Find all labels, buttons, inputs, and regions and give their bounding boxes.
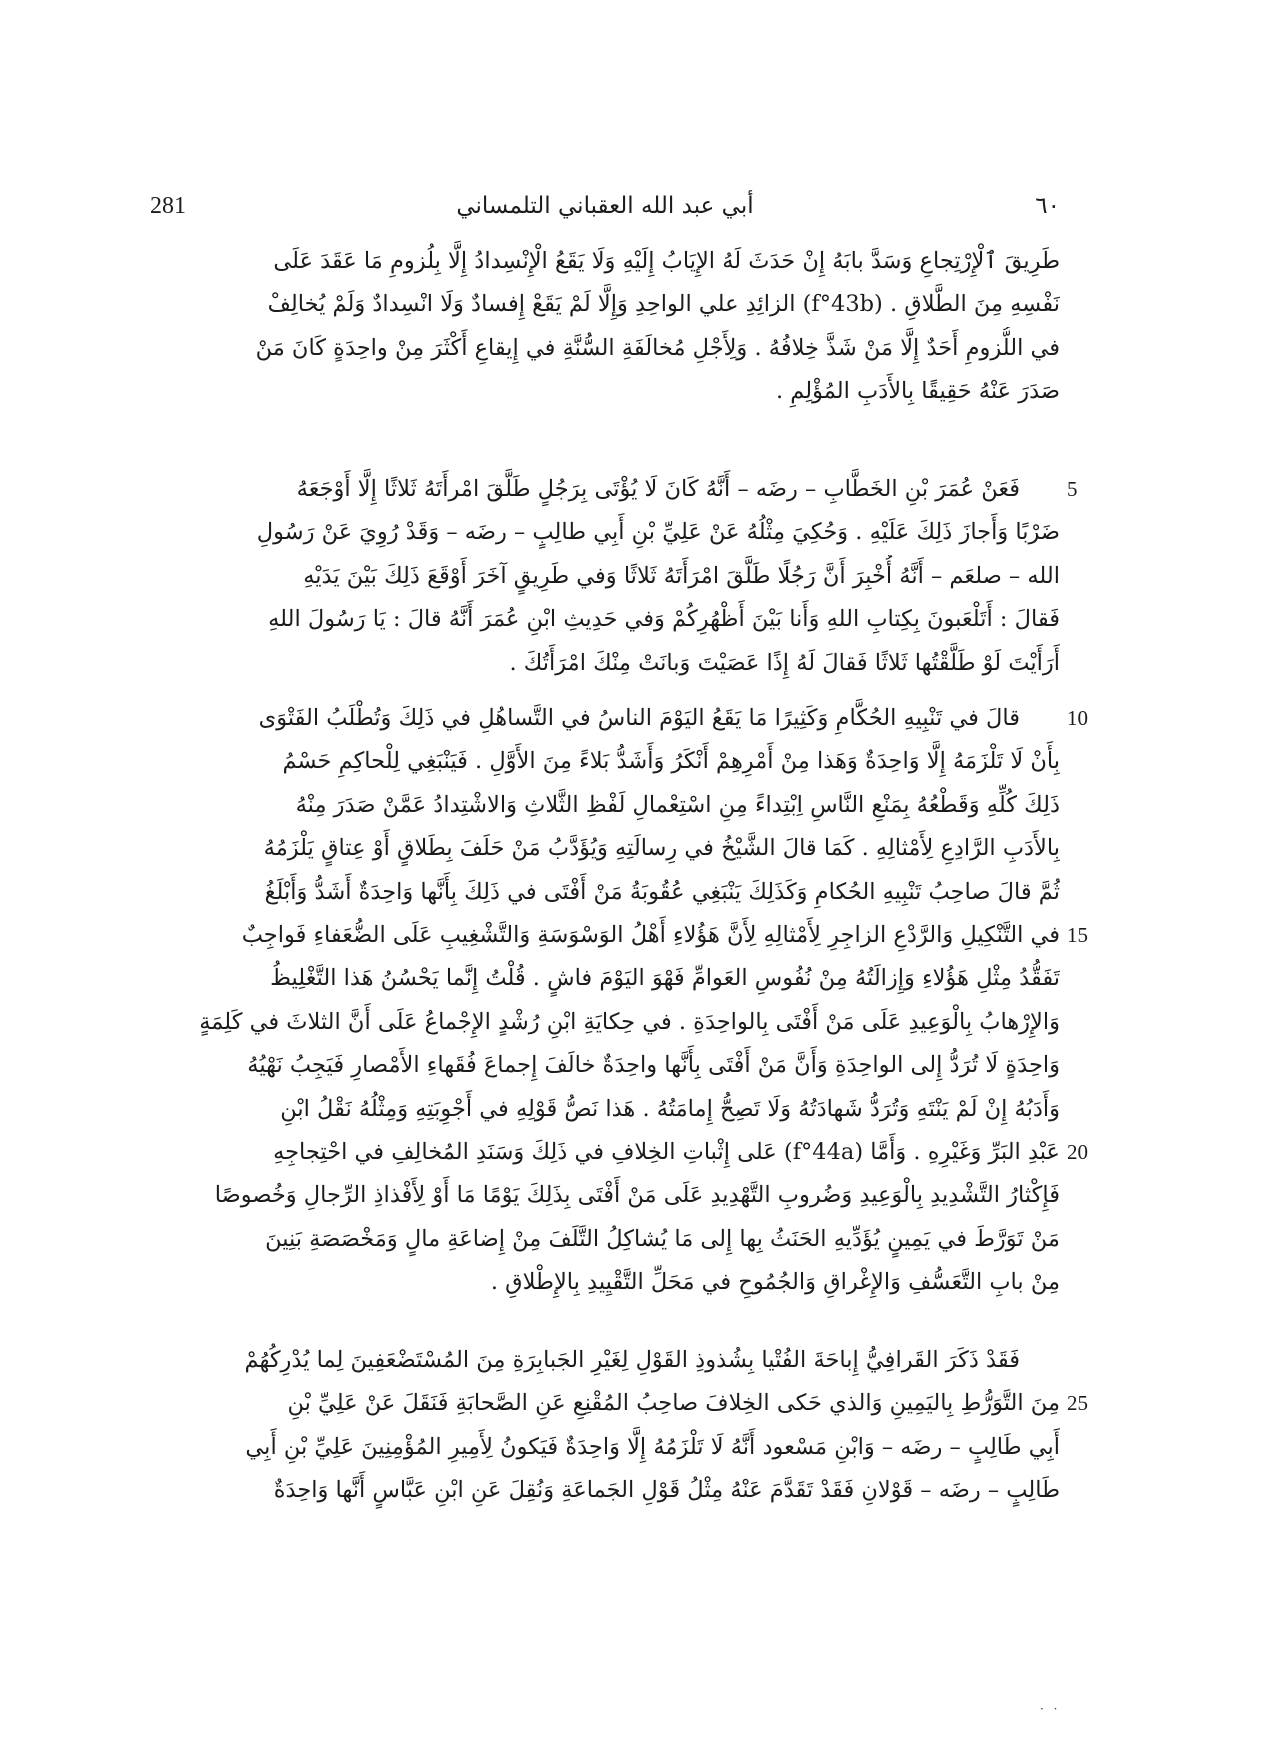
text-line: فَإِكْثارُ التَّشْدِيدِ بِالْوَعِيدِ وَضُروبِ التَّهْدِيدِ عَلَى مَنْ أَفْتَى بِذَلِكَ يَوْمًا مَا أَوْ لِأَفْذاذِ الرِّجالِ وَخُصوصًا [214, 1182, 1060, 1209]
text-line: بِأَنْ لَا تَلْزَمَهُ إِلَّا وَاحِدَةٌ وَهَذا مِنْ أَمْرِهِمْ أَنْكَرُ وَأَشَدُّ بَلاءً مِنَ الأَوَّلِ . فَيَنْبَغِي لِلْحاكِمِ حَسْمُ [282, 748, 1060, 775]
running-header [150, 188, 1060, 224]
text-line: طَالِبٍ – رضَه – قَوْلانِ فَقَدْ تَقَدَّمَ عَنْهُ مِثْلُ قَوْلِ الجَماعَةِ وَنُقِلَ عَنِ ابْنِ عَبَّاسٍ أَنَّها وَاحِدَةٌ [273, 1477, 1060, 1504]
line-number: 20 [1067, 1140, 1088, 1164]
text-line: طَرِيقَ ٱلْإِرْتِجاعِ وَسَدَّ بابَهُ إِنْ حَدَثَ لَهُ الإِيَابُ إِلَيْهِ وَلَا يَقَعُ الْإِنْسِدادُ إِلَّا بِلُزومِ مَا عَقَدَ عَلَى [273, 248, 1060, 274]
line-number: 10 [1067, 706, 1088, 730]
text-line: مِنْ بابِ التَّعَسُّفِ وَالإِغْراقِ وَالجُمُوحِ في مَحَلِّ التَّقْيِيدِ بِالإِطْلاقِ . [490, 1269, 1060, 1296]
text-line: وَاحِدَةٍ لَا تُرَدُّ إِلى الواحِدَةِ وَأَنَّ مَنْ أَفْتَى بِأَنَّها واحِدَةٌ خالَفَ إِجماعَ فُقَهاءِ الأَمْصارِ فَيَجِبُ نَهْيُهُ [247, 1052, 1060, 1079]
text-line: فَعَنْ عُمَرَ بْنِ الخَطَّابِ – رضَه – أَنَّهُ كَانَ لَا يُؤْتَى بِرَجُلٍ طَلَّقَ امْرأَتَهُ ثَلاثًا إِلَّا أَوْجَعَهُ [296, 476, 1020, 502]
page-number: 281 [150, 193, 186, 219]
text-line: أَرَأَيْتَ لَوْ طَلَّقْتُها ثَلاثًا فَقالَ لَهُ إِذًا عَصَيْتَ وَبانَتْ مِنْكَ امْرَأَتُكَ . [509, 649, 1060, 676]
text-line: مَنْ تَوَرَّطَ في يَمِينٍ يُؤَدِّيهِ الحَنَثُ بِها إِلى مَا يُشاكِلُ التَّلَفَ مِنْ إِضاعَةِ مالٍ وَمَخْصَصَةِ بَنِينَ [265, 1225, 1060, 1252]
footer-mark: · · [1040, 1702, 1061, 1716]
text-line: ثُمَّ قالَ صاحِبُ تَنْبِيهِ الحُكامِ وَكَذَلِكَ يَنْبَغِي عُقُوبَةُ مَنْ أَفْتَى في ذَلِكَ بِأَنَّها وَاحِدَةٌ أَشَدُّ وَأَبْلَغُ [264, 878, 1060, 905]
paragraph-2 [150, 468, 1060, 685]
text-line: فَقَدْ ذَكَرَ القَرافِيُّ إِباحَةَ الفُتْيا بِشُذوذِ القَوْلِ لِغَيْرِ الجَبابِرَةِ مِنَ المُسْتَضْعَفِينَ لِما يُدْرِكُهُمْ [244, 1347, 1020, 1373]
running-title: أبي عبد الله العقباني التلمساني [456, 193, 754, 219]
text-line: الله – صلعَم – أَنَّهُ أُخْبِرَ أَنَّ رَجُلًا طَلَّقَ امْرَأَتَهُ ثَلاثًا وَفي طَرِيقٍ آخَرَ أَوْقَعَ ذَلِكَ بَيْنَ يَدَيْهِ [303, 562, 1060, 589]
text-line: فَقالَ : أَتَلْعَبونَ بِكِتابِ اللهِ وَأَنا بَيْنَ أَظْهُرِكُمْ وَفي حَدِيثِ ابْنِ عُمَرَ أَنَّهُ قالَ : يَا رَسُولَ اللهِ [268, 606, 1060, 633]
folio-number: ٦٠ [1035, 193, 1060, 219]
line-number: 15 [1067, 923, 1088, 947]
text-line: وَأَدَبُهُ إِنْ لَمْ يَنْتَهِ وَتُرَدُّ شَهادَتُهُ وَلَا تَصِحُّ إِمامَتُهُ . هَذا نَصُّ قَوْلِهِ في أَجْوِبَتِهِ وَمِثْلُهُ نَقْلُ ابْنِ [280, 1095, 1060, 1122]
text-line: صَدَرَ عَنْهُ حَقِيقًا بِالأَدَبِ المُؤْلِمِ . [775, 378, 1060, 405]
text-line: مِنَ التَّوَرُّطِ بِاليَمِينِ وَالذي حَكى الخِلافَ صاحِبُ المُقْنِعِ عَنِ الصَّحابَةِ فَنَقَلَ عَنْ عَلِيِّ بْنِ [287, 1390, 1060, 1417]
paragraph-4 [150, 1339, 1060, 1513]
text-line: نَفْسِهِ مِنَ الطَّلاقِ . (f°43b) الزائِدِ علي الواحِدِ وَإِلَّا لَمْ يَقَعْ إِفسادٌ وَلَا انْسِدادٌ وَلَمْ يُخالِفْ [267, 291, 1060, 318]
text-line: ضَرْبًا وَأَجازَ ذَلِكَ عَلَيْهِ . وَحُكِيَ مِثْلُهُ عَنْ عَلِيِّ بْنِ أَبِي طالِبٍ – رضَه – وَقَدْ رُوِيَ عَنْ رَسُولِ [256, 519, 1060, 546]
text-line: أَبِي طَالِبٍ – رضَه – وَابْنِ مَسْعود أَنَّهُ لَا تَلْزَمُهُ إِلَّا وَاحِدَةٌ فَيَكونُ لِأَمِيرِ المُؤْمِنِينَ عَلِيِّ بْنِ أَبِي [245, 1433, 1060, 1460]
paragraph-3 [150, 697, 1060, 1304]
text-line: في اللُّزومِ أَحَدٌ إِلَّا مَنْ شَذَّ خِلافُهُ . وَلِأَجْلِ مُخالَفَةِ السُّنَّةِ في إِيقاعِ أَكْثَرَ مِنْ واحِدَةٍ كَانَ مَنْ [255, 334, 1060, 361]
text-line: قالَ في تَنْبِيهِ الحُكَّامِ وَكَثِيرًا مَا يَقَعُ اليَوْمَ الناسُ في التَّساهُلِ في ذَلِكَ وَتُطْلَبُ الفَتْوَى [258, 705, 1020, 731]
text-line: تَفَقُّدُ مِثْلِ هَؤُلاءِ وَإِزالَتُهُ مِنْ نُفُوسِ العَوامِّ فَهْوَ اليَوْمَ فاشٍ . قُلْتُ إِنَّما يَحْسُنُ هَذا التَّغْلِيظُ [270, 965, 1060, 992]
text-line: وَالإِرْهابُ بِالْوَعِيدِ عَلَى مَنْ أَفْتَى بِالواحِدَةِ . في حِكايَةِ ابْنِ رُشْدٍ الإِجْماعُ عَلَى أَنَّ الثلاثَ في كَلِمَةٍ [199, 1008, 1060, 1035]
text-line: في التَّنْكِيلِ وَالرَّدْعِ الزاجِرِ لِأَمْثالِهِ لِأَنَّ هَؤُلاءِ أَهْلُ الوَسْوَسَةِ وَالتَّشْغِيبِ عَلَى الضُّعَفاءِ فَواجِبٌ [241, 921, 1060, 948]
paragraph-1 [150, 240, 1060, 414]
text-line: عَبْدِ البَرِّ وَغَيْرِهِ . وَأَمَّا (f°44a) عَلى إِثْباتِ الخِلافِ في ذَلِكَ وَسَنَدِ المُخالِفِ في احْتِجاجِهِ [273, 1138, 1060, 1165]
text-line: ذَلِكَ كُلِّهِ وَقَطْعُهُ بِمَنْعِ النَّاسِ اِبْتِداءً مِنِ اسْتِعْمالِ لَفْظِ الثَّلاثِ وَالاشْتِدادُ عَمَّنْ صَدَرَ مِنْهُ [295, 791, 1060, 818]
line-number: 5 [1067, 477, 1078, 501]
line-number: 25 [1067, 1391, 1088, 1415]
text-line: بِالأَدَبِ الرَّادِعِ لِأَمْثالِهِ . كَمَا قالَ الشَّيْخُ في رِسالَتِهِ وَيُؤَدَّبُ مَنْ حَلَفَ بِطَلاقٍ أَوْ عِتاقٍ يَلْزَمُهُ [263, 835, 1060, 862]
